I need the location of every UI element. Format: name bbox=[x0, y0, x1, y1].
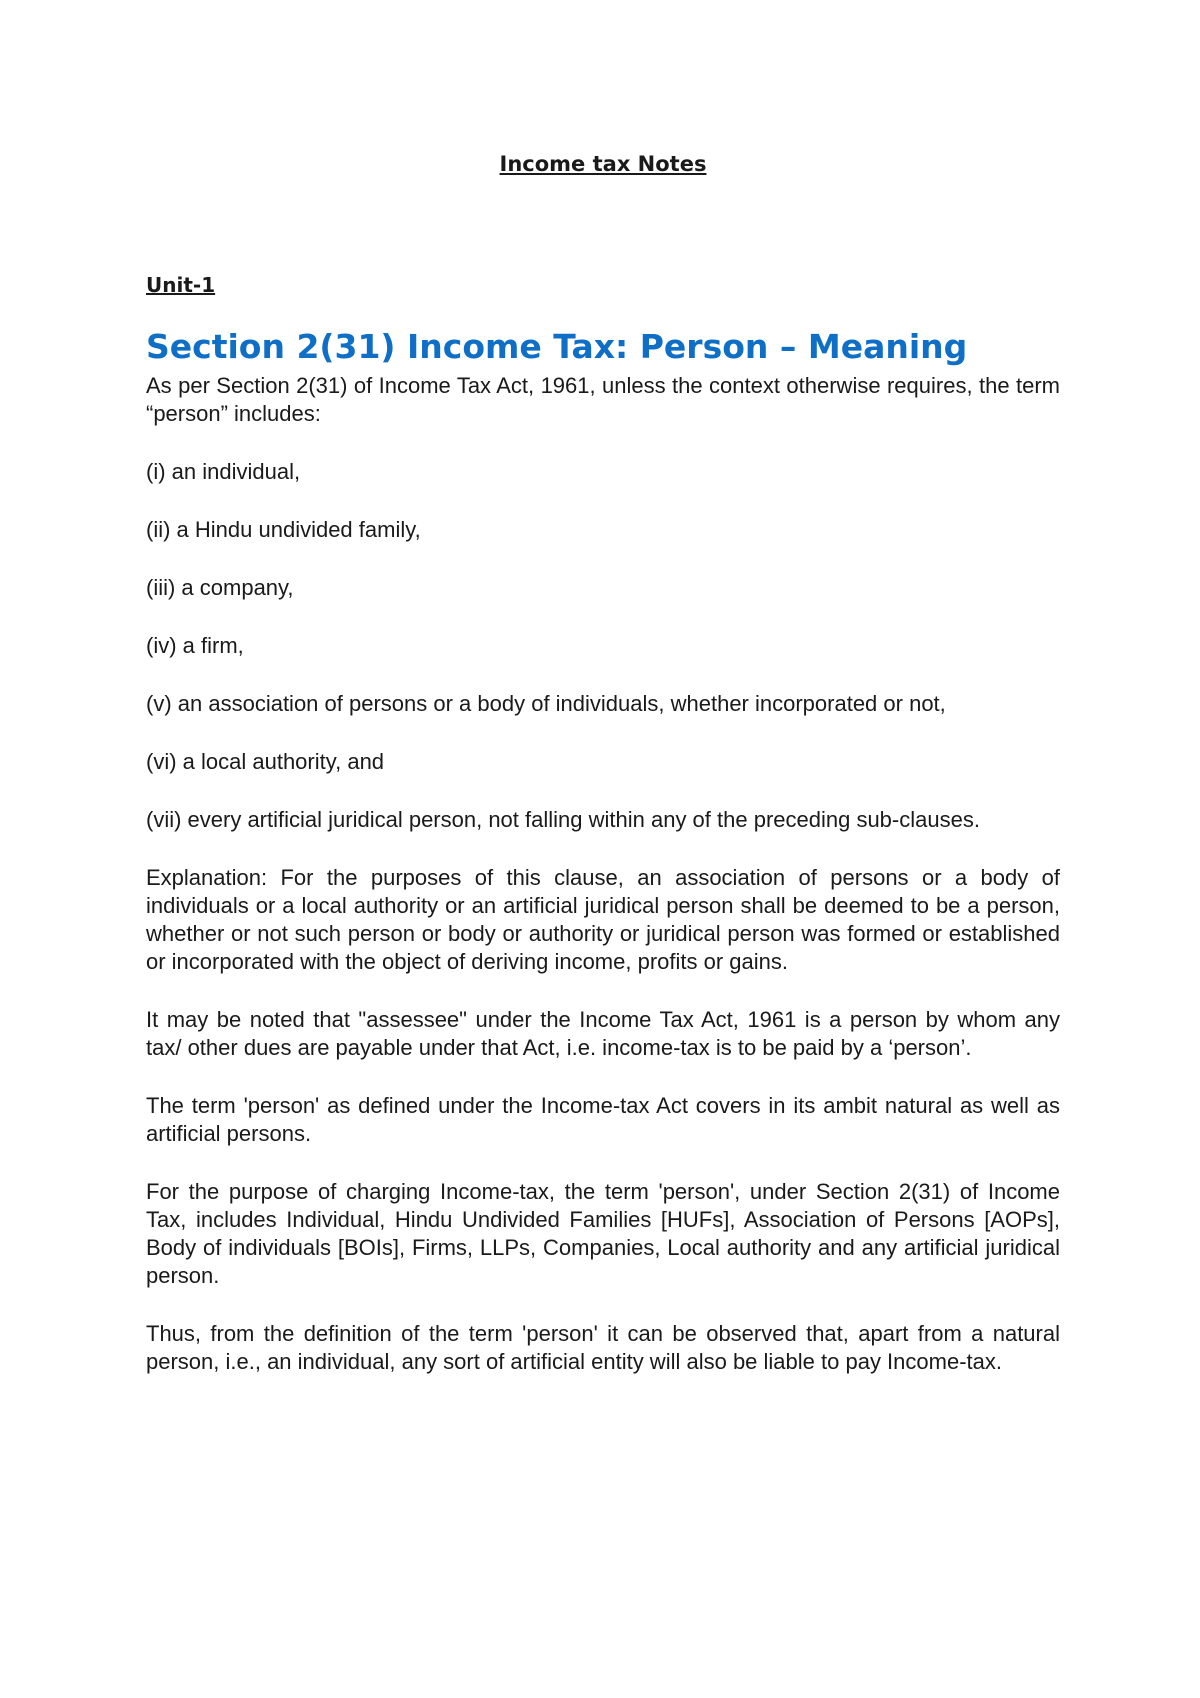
list-item: (iii) a company, bbox=[146, 575, 294, 600]
document-content bbox=[146, 148, 1060, 1374]
list-item: (v) an association of persons or a body of individuals, whether incorporated or not, bbox=[146, 691, 946, 716]
list-item: (ii) a Hindu undivided family, bbox=[146, 517, 421, 542]
explanation-paragraph: Explanation: For the purposes of this clause, an association of persons or a body of individuals or a local authority or an artificial juridical person shall be deemed to be a person, whether or not such person or body or authority or juridical person was formed or established or incorporated with the object of deriving income, profits or gains. bbox=[146, 865, 1060, 974]
charging-paragraph: For the purpose of charging Income-tax, the term 'person', under Section 2(31) of Income Tax, includes Individual, Hindu Undivided Families [HUFs], Association of Persons [AOPs], Body of individuals [BOIs], Firms, LLPs, Companies, Local authority and any artificial juridical person. bbox=[146, 1179, 1060, 1288]
assessee-paragraph: It may be noted that "assessee" under the Income Tax Act, 1961 is a person by whom any tax/ other dues are payable under that Act, i.e. income-tax is to be paid by a ‘person’. bbox=[146, 1007, 1060, 1060]
list-item: (vii) every artificial juridical person, not falling within any of the preceding sub-clauses. bbox=[146, 807, 980, 832]
section-heading: Section 2(31) Income Tax: Person – Meaning bbox=[146, 327, 968, 366]
body-text bbox=[146, 372, 1060, 1406]
document-title: Income tax Notes bbox=[499, 152, 707, 176]
conclusion-paragraph: Thus, from the definition of the term 'person' it can be observed that, apart from a natural person, i.e., an individual, any sort of artificial entity will also be liable to pay Income-tax. bbox=[146, 1321, 1060, 1374]
list-item: (iv) a firm, bbox=[146, 633, 244, 658]
person-definition-paragraph: The term 'person' as defined under the Income-tax Act covers in its ambit natural as well as artificial persons. bbox=[146, 1093, 1060, 1146]
list-item: (vi) a local authority, and bbox=[146, 749, 385, 774]
unit-label: Unit-1 bbox=[146, 273, 216, 297]
list-item: (i) an individual, bbox=[146, 459, 301, 484]
intro-paragraph: As per Section 2(31) of Income Tax Act, 1961, unless the context otherwise requires, the term “person” includes: bbox=[146, 373, 1060, 426]
